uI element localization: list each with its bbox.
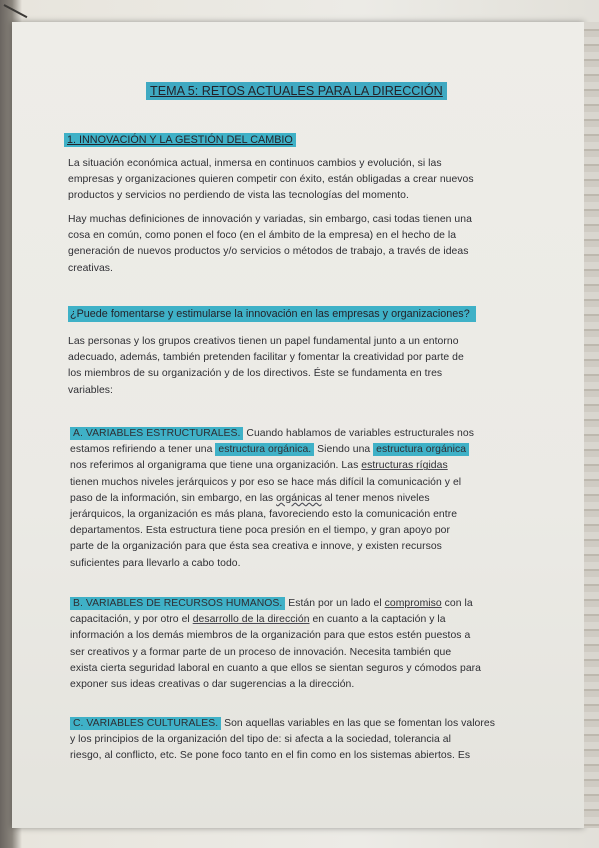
text-line: La situación económica actual, inmersa en continuos cambios y evolución, si las [68,158,442,169]
text-line: exista cierta seguridad laboral en cuanto a que ellos se sientan seguros y cómodos para [70,662,481,674]
text-line: creativas. [68,262,113,274]
text-fragment: en cuanto a la captación y la [309,614,446,626]
text-line: adecuado, además, también pretenden facilitar y fomentar la creatividad por parte de [68,352,464,364]
document-page [12,22,584,828]
question-heading [68,308,476,320]
text-line: suficientes para llevarlo a cabo todo. [70,557,241,569]
text-line [70,491,474,507]
paragraph-cultural-variables [70,716,495,765]
paragraph-definitions [68,212,472,277]
section-heading-text: 1. INNOVACIÓN Y LA GESTIÓN DEL CAMBIO [64,133,296,147]
underline-rigid-structures: estructuras rígidas [361,460,448,472]
text-line: riesgo, al conflicto, etc. Se pone foco tanto en el fin como en los sistemas abiertos. Es [70,750,471,762]
paragraph-human-resources-variables [70,596,481,693]
text-fragment: Son aquellas variables en las que se fomentan los valores [221,718,495,729]
text-fragment: capacitación, y por otro el [70,614,193,626]
text-line: ser creativos y a formar parte de un proceso de innovación. Necesita también que [70,646,452,658]
text-line: parte de la organización para que ésta sea creativa e innove, y existen recursos [70,541,442,553]
section-heading-innovation [64,134,296,146]
variable-label-human-resources: B. VARIABLES DE RECURSOS HUMANOS. [70,597,285,610]
paragraph-situation [68,156,474,205]
text-line [70,426,474,442]
text-line: y los principios de la organización del tipo de: si afecta a la sociedad, tolerancia al [70,734,451,746]
variable-label-structural: A. VARIABLES ESTRUCTURALES. [70,427,243,440]
text-line: información a los demás miembros de la organización para que estos estén puestos a [70,630,471,642]
paragraph-structural-variables [70,426,474,572]
text-line: Las personas y los grupos creativos tienen un papel fundamental junto a un entorno [68,336,459,347]
text-line: variables: [68,384,113,396]
text-line: departamentos. Esta estructura tiene poca presión en el tiempo, y gran apoyo por [70,525,451,537]
text-line [70,442,474,458]
text-line: jerárquicos, la organización es más plana, favoreciendo esto la comunicación entre [70,509,458,521]
highlight-organic-structure: estructura orgánica [373,443,469,456]
text-line [70,716,495,732]
text-line: generación de nuevos productos y/o servicios o métodos de trabajo, a través de ideas [68,246,469,258]
variable-label-cultural: C. VARIABLES CULTURALES. [70,717,221,730]
background-paper-stack [584,22,599,828]
text-line: productos y servicios no perdiendo de vista las tecnologías del momento. [68,190,409,202]
text-line: los miembros de su organización y de los directivos. Éste se fundamenta en tres [68,368,443,380]
text-fragment: paso de la información, sin embargo, en las [70,492,277,504]
underline-commitment: compromiso [384,598,442,609]
text-line [70,458,474,474]
paragraph-creative-groups [68,334,464,399]
text-fragment: estamos refiriendo a tener una [70,444,216,456]
text-line: cosa en común, como ponen el foco (en el ámbito de la empresa) en el hecho de la [68,230,457,242]
text-fragment: nos referimos al organigrama que tiene una organización. Las [70,460,362,472]
text-fragment: con la [441,598,473,609]
question-heading-text: ¿Puede fomentarse y estimularse la innovación en las empresas y organizaciones? [68,306,476,322]
text-line: exponer sus ideas creativas o dar sugerencias a la dirección. [70,679,355,691]
underline-organic: orgánicas [276,492,322,504]
text-line [70,596,481,612]
text-fragment: Siendo una [314,444,374,456]
text-line: tienen muchos niveles jerárquicos y por eso se hace más difícil la comunicación y el [70,476,462,488]
page-title [146,84,447,98]
text-fragment: al tener menos niveles [321,492,430,504]
text-line: empresas y organizaciones quieren competir con éxito, están obligadas a crear nuevos [68,174,474,186]
text-fragment: Cuando hablamos de variables estructurales nos [243,428,474,439]
text-line: Hay muchas definiciones de innovación y variadas, sin embargo, casi todas tienen una [68,214,472,225]
text-fragment: Están por un lado el [285,598,385,609]
page-title-text: TEMA 5: RETOS ACTUALES PARA LA DIRECCIÓN [146,82,447,100]
text-line [70,612,481,628]
highlight-organic-structure: estructura orgánica. [215,443,314,456]
underline-management-development: desarrollo de la dirección [192,614,310,626]
